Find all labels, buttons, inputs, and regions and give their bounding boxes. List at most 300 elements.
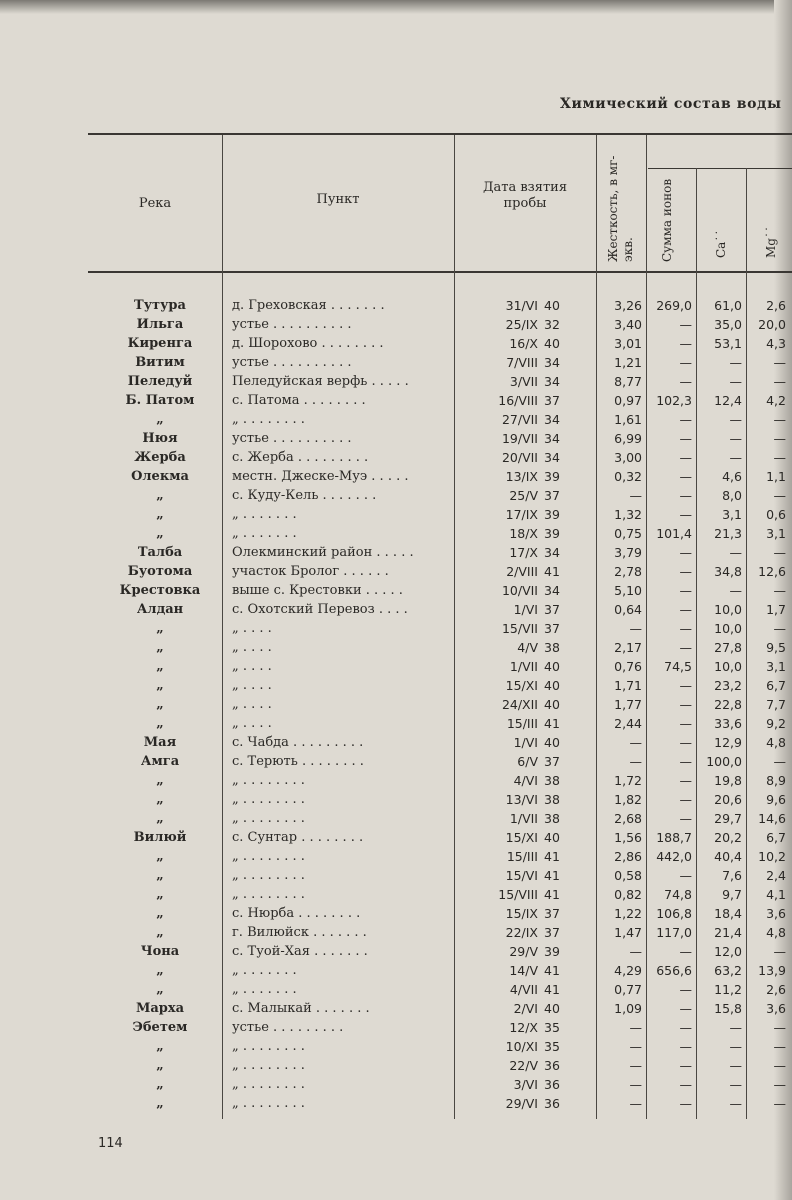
- hardness-cell: 0,64: [614, 602, 642, 617]
- ion-sum-cell: 656,6: [656, 963, 692, 978]
- hardness-cell: 1,71: [614, 678, 642, 693]
- running-title: Химический состав воды: [560, 96, 782, 112]
- year-cell: 34: [544, 431, 560, 446]
- river-cell: „: [156, 526, 164, 541]
- point-cell: д. Шорохово . . . . . . . .: [232, 336, 384, 351]
- ion-sum-cell: —: [679, 545, 692, 560]
- year-cell: 38: [544, 773, 560, 788]
- year-cell: 39: [544, 526, 560, 541]
- mg-cell: 9,2: [766, 716, 786, 731]
- mg-cell: —: [773, 412, 786, 427]
- river-cell: Буотома: [127, 564, 193, 579]
- hardness-cell: 3,00: [614, 450, 642, 465]
- date-cell: 4/VI: [513, 773, 538, 788]
- river-cell: Б. Патом: [125, 393, 195, 408]
- date-cell: 29/VI: [505, 1096, 538, 1111]
- river-cell: Пеледуй: [127, 374, 193, 389]
- mg-cell: 8,9: [766, 773, 786, 788]
- year-cell: 36: [544, 1058, 560, 1073]
- point-cell: „ . . . . . . . .: [232, 811, 305, 826]
- date-cell: 3/VI: [513, 1077, 538, 1092]
- header-river: Река: [138, 196, 172, 211]
- point-cell: с. Малыкай . . . . . . .: [232, 1001, 370, 1016]
- ca-cell: 23,2: [714, 678, 742, 693]
- ca-cell: 10,0: [714, 602, 742, 617]
- hardness-cell: —: [629, 735, 642, 750]
- year-cell: 37: [544, 621, 560, 636]
- hardness-cell: —: [629, 1020, 642, 1035]
- point-cell: устье . . . . . . . . . .: [232, 317, 352, 332]
- ion-sum-cell: 74,8: [664, 887, 692, 902]
- mg-cell: 4,1: [766, 887, 786, 902]
- ion-sum-cell: —: [679, 735, 692, 750]
- point-cell: „ . . . .: [232, 678, 272, 693]
- year-cell: 35: [544, 1020, 560, 1035]
- year-cell: 34: [544, 355, 560, 370]
- ion-sum-cell: 106,8: [656, 906, 692, 921]
- table-row: [0, 733, 792, 752]
- date-cell: 3/VII: [509, 374, 538, 389]
- ion-sum-cell: 269,0: [656, 298, 692, 313]
- river-cell: „: [156, 1058, 164, 1073]
- ca-cell: —: [729, 374, 742, 389]
- point-cell: с. Охотский Перевоз . . . .: [232, 602, 408, 617]
- point-cell: „ . . . . . . . .: [232, 412, 305, 427]
- river-cell: „: [156, 925, 164, 940]
- hardness-cell: 5,10: [614, 583, 642, 598]
- year-cell: 40: [544, 298, 560, 313]
- date-cell: 15/III: [506, 849, 538, 864]
- ca-cell: 29,7: [714, 811, 742, 826]
- ca-cell: —: [729, 355, 742, 370]
- mg-cell: 6,7: [766, 678, 786, 693]
- date-cell: 20/VII: [501, 450, 538, 465]
- hardness-cell: —: [629, 1058, 642, 1073]
- mg-cell: —: [773, 545, 786, 560]
- date-cell: 1/VI: [513, 735, 538, 750]
- hardness-cell: 3,26: [614, 298, 642, 313]
- river-cell: „: [156, 678, 164, 693]
- date-cell: 29/V: [509, 944, 538, 959]
- ion-sum-cell: —: [679, 469, 692, 484]
- hardness-cell: 2,17: [614, 640, 642, 655]
- mg-cell: —: [773, 621, 786, 636]
- hardness-cell: 3,01: [614, 336, 642, 351]
- mg-cell: 0,6: [766, 507, 786, 522]
- table-row: [0, 429, 792, 448]
- year-cell: 40: [544, 336, 560, 351]
- header-mg: Mg˙˙: [764, 226, 778, 258]
- hardness-cell: 1,32: [614, 507, 642, 522]
- ion-sum-cell: 102,3: [656, 393, 692, 408]
- table-row: [0, 581, 792, 600]
- point-cell: „ . . . . . . .: [232, 963, 297, 978]
- date-cell: 15/VIII: [498, 887, 538, 902]
- table-row: [0, 866, 792, 885]
- ion-sum-cell: —: [679, 450, 692, 465]
- header-hardness: Жесткость, в мг-экв.: [606, 155, 635, 262]
- ion-sum-cell: —: [679, 792, 692, 807]
- ca-cell: 40,4: [714, 849, 742, 864]
- mg-cell: —: [773, 944, 786, 959]
- ion-sum-cell: —: [679, 754, 692, 769]
- ion-sum-cell: 74,5: [664, 659, 692, 674]
- ion-sum-cell: —: [679, 1039, 692, 1054]
- table-row: [0, 885, 792, 904]
- hardness-cell: —: [629, 1077, 642, 1092]
- river-cell: Киренга: [127, 336, 193, 351]
- ca-cell: 21,4: [714, 925, 742, 940]
- date-cell: 4/VII: [509, 982, 538, 997]
- table-row: [0, 809, 792, 828]
- year-cell: 41: [544, 564, 560, 579]
- ion-sum-cell: —: [679, 982, 692, 997]
- ion-sum-cell: —: [679, 1096, 692, 1111]
- table-row: [0, 600, 792, 619]
- ca-cell: 27,8: [714, 640, 742, 655]
- ca-cell: 12,9: [714, 735, 742, 750]
- hardness-cell: 3,40: [614, 317, 642, 332]
- table-row: [0, 1094, 792, 1113]
- point-cell: устье . . . . . . . . . .: [232, 431, 352, 446]
- ion-sum-cell: —: [679, 1058, 692, 1073]
- ca-cell: —: [729, 1077, 742, 1092]
- ion-sum-cell: —: [679, 602, 692, 617]
- table-row: [0, 847, 792, 866]
- date-cell: 15/XI: [505, 678, 538, 693]
- ion-sum-cell: —: [679, 678, 692, 693]
- river-cell: Ильга: [136, 317, 184, 332]
- year-cell: 38: [544, 792, 560, 807]
- hardness-cell: 0,75: [614, 526, 642, 541]
- mg-cell: 4,8: [766, 925, 786, 940]
- ca-cell: —: [729, 1039, 742, 1054]
- ion-sum-cell: —: [679, 773, 692, 788]
- mg-cell: —: [773, 488, 786, 503]
- table-row: [0, 467, 792, 486]
- river-cell: „: [156, 811, 164, 826]
- ion-sum-cell: —: [679, 507, 692, 522]
- river-cell: Вилюй: [133, 830, 187, 845]
- river-cell: „: [156, 507, 164, 522]
- ca-cell: 15,8: [714, 1001, 742, 1016]
- ion-sum-cell: —: [679, 1020, 692, 1035]
- ca-cell: 10,0: [714, 621, 742, 636]
- ion-sum-cell: 442,0: [656, 849, 692, 864]
- hardness-cell: 6,99: [614, 431, 642, 446]
- date-cell: 6/V: [517, 754, 538, 769]
- river-cell: „: [156, 792, 164, 807]
- river-cell: Талба: [137, 545, 183, 560]
- river-cell: „: [156, 868, 164, 883]
- year-cell: 41: [544, 716, 560, 731]
- mg-cell: 6,7: [766, 830, 786, 845]
- ca-cell: 22,8: [714, 697, 742, 712]
- date-cell: 15/IX: [505, 906, 538, 921]
- ca-cell: 12,0: [714, 944, 742, 959]
- mg-cell: —: [773, 583, 786, 598]
- year-cell: 37: [544, 754, 560, 769]
- point-cell: с. Куду-Кель . . . . . . .: [232, 488, 377, 503]
- hardness-cell: 0,32: [614, 469, 642, 484]
- ca-cell: —: [729, 1058, 742, 1073]
- date-cell: 17/IX: [505, 507, 538, 522]
- date-cell: 4/V: [517, 640, 538, 655]
- ca-cell: —: [729, 450, 742, 465]
- point-cell: устье . . . . . . . . .: [232, 1020, 344, 1035]
- river-cell: Мая: [143, 735, 177, 750]
- table-row: [0, 790, 792, 809]
- river-cell: „: [156, 849, 164, 864]
- date-cell: 1/VI: [513, 602, 538, 617]
- river-cell: „: [156, 906, 164, 921]
- table-row: [0, 505, 792, 524]
- mg-cell: 3,6: [766, 906, 786, 921]
- table-row: [0, 1056, 792, 1075]
- header-date: Дата взятия пробы: [482, 180, 568, 211]
- point-cell: „ . . . . . . . .: [232, 1096, 305, 1111]
- hardness-cell: —: [629, 621, 642, 636]
- ion-sum-cell: —: [679, 336, 692, 351]
- year-cell: 40: [544, 830, 560, 845]
- table-row: [0, 638, 792, 657]
- point-cell: участок Бролог . . . . . .: [232, 564, 389, 579]
- river-cell: Чона: [140, 944, 180, 959]
- mg-cell: 7,7: [766, 697, 786, 712]
- point-cell: Пеледуйская верфь . . . . .: [232, 374, 409, 389]
- point-cell: с. Туой-Хая . . . . . . .: [232, 944, 368, 959]
- point-cell: „ . . . . . . . .: [232, 773, 305, 788]
- year-cell: 35: [544, 1039, 560, 1054]
- header-ion-sum: Сумма ионов: [660, 178, 674, 262]
- mg-cell: —: [773, 450, 786, 465]
- year-cell: 34: [544, 583, 560, 598]
- point-cell: „ . . . .: [232, 697, 272, 712]
- ion-sum-cell: 188,7: [656, 830, 692, 845]
- mg-cell: 2,6: [766, 298, 786, 313]
- date-cell: 16/VIII: [498, 393, 538, 408]
- ca-cell: 20,2: [714, 830, 742, 845]
- hardness-cell: 1,56: [614, 830, 642, 845]
- ca-cell: 7,6: [722, 868, 742, 883]
- ca-cell: 35,0: [714, 317, 742, 332]
- ion-sum-cell: 101,4: [656, 526, 692, 541]
- year-cell: 37: [544, 393, 560, 408]
- mg-cell: 2,6: [766, 982, 786, 997]
- point-cell: с. Жерба . . . . . . . . .: [232, 450, 369, 465]
- hardness-cell: —: [629, 754, 642, 769]
- mg-cell: —: [773, 355, 786, 370]
- river-cell: „: [156, 488, 164, 503]
- ca-cell: 20,6: [714, 792, 742, 807]
- year-cell: 41: [544, 849, 560, 864]
- point-cell: „ . . . . . . . .: [232, 1058, 305, 1073]
- ca-cell: 12,4: [714, 393, 742, 408]
- river-cell: Амга: [140, 754, 180, 769]
- year-cell: 36: [544, 1096, 560, 1111]
- ca-cell: 8,0: [722, 488, 742, 503]
- year-cell: 40: [544, 659, 560, 674]
- ca-cell: 11,2: [714, 982, 742, 997]
- ion-sum-cell: —: [679, 621, 692, 636]
- table-row: [0, 904, 792, 923]
- table-row: [0, 486, 792, 505]
- mg-cell: —: [773, 1020, 786, 1035]
- river-cell: Алдан: [136, 602, 184, 617]
- river-cell: Витим: [135, 355, 185, 370]
- river-cell: Олекма: [131, 469, 189, 484]
- table-row: [0, 752, 792, 771]
- ion-sum-cell: —: [679, 640, 692, 655]
- ca-cell: 53,1: [714, 336, 742, 351]
- ca-cell: 34,8: [714, 564, 742, 579]
- date-cell: 10/XI: [505, 1039, 538, 1054]
- hardness-cell: 1,77: [614, 697, 642, 712]
- year-cell: 34: [544, 450, 560, 465]
- date-cell: 2/VI: [513, 1001, 538, 1016]
- mg-cell: —: [773, 374, 786, 389]
- table-row: [0, 714, 792, 733]
- hardness-cell: 1,61: [614, 412, 642, 427]
- year-cell: 36: [544, 1077, 560, 1092]
- date-cell: 19/VII: [501, 431, 538, 446]
- hardness-cell: —: [629, 1039, 642, 1054]
- date-cell: 7/VIII: [506, 355, 538, 370]
- table-row: [0, 1075, 792, 1094]
- mg-cell: —: [773, 1039, 786, 1054]
- ion-sum-cell: —: [679, 564, 692, 579]
- mg-cell: 14,6: [758, 811, 786, 826]
- point-cell: местн. Джеске-Муэ . . . . .: [232, 469, 409, 484]
- year-cell: 40: [544, 1001, 560, 1016]
- mg-cell: —: [773, 754, 786, 769]
- point-cell: „ . . . . . . .: [232, 982, 297, 997]
- hardness-cell: 1,82: [614, 792, 642, 807]
- date-cell: 15/VI: [505, 868, 538, 883]
- mg-cell: 20,0: [758, 317, 786, 332]
- date-cell: 2/VIII: [506, 564, 538, 579]
- river-cell: „: [156, 640, 164, 655]
- ca-cell: —: [729, 412, 742, 427]
- point-cell: с. Сунтар . . . . . . . .: [232, 830, 364, 845]
- ca-cell: 21,3: [714, 526, 742, 541]
- page-edge-top: [0, 0, 792, 14]
- point-cell: „ . . . .: [232, 716, 272, 731]
- ca-cell: 4,6: [722, 469, 742, 484]
- year-cell: 37: [544, 925, 560, 940]
- year-cell: 39: [544, 507, 560, 522]
- year-cell: 41: [544, 868, 560, 883]
- page-number: 114: [98, 1136, 123, 1151]
- hardness-cell: 2,78: [614, 564, 642, 579]
- ion-sum-cell: —: [679, 355, 692, 370]
- ion-sum-cell: —: [679, 716, 692, 731]
- point-cell: „ . . . . . . . .: [232, 792, 305, 807]
- ion-sum-cell: —: [679, 488, 692, 503]
- river-cell: „: [156, 716, 164, 731]
- ca-cell: 63,2: [714, 963, 742, 978]
- year-cell: 39: [544, 469, 560, 484]
- table-row: [0, 657, 792, 676]
- year-cell: 34: [544, 374, 560, 389]
- ion-sum-cell: —: [679, 811, 692, 826]
- date-cell: 13/VI: [505, 792, 538, 807]
- header-bottom-rule: [88, 271, 792, 273]
- ca-cell: 18,4: [714, 906, 742, 921]
- year-cell: 41: [544, 963, 560, 978]
- mg-cell: 3,1: [766, 526, 786, 541]
- point-cell: „ . . . . . . . .: [232, 868, 305, 883]
- date-cell: 12/X: [509, 1020, 538, 1035]
- river-cell: „: [156, 887, 164, 902]
- ion-sum-cell: 117,0: [656, 925, 692, 940]
- ca-cell: 100,0: [706, 754, 742, 769]
- hardness-cell: 2,68: [614, 811, 642, 826]
- table-row: [0, 619, 792, 638]
- mg-cell: 2,4: [766, 868, 786, 883]
- ion-sum-cell: —: [679, 697, 692, 712]
- date-cell: 15/XI: [505, 830, 538, 845]
- year-cell: 38: [544, 640, 560, 655]
- ca-cell: 3,1: [722, 507, 742, 522]
- mg-cell: 4,8: [766, 735, 786, 750]
- point-cell: „ . . . .: [232, 640, 272, 655]
- mg-cell: 10,2: [758, 849, 786, 864]
- table-top-rule: [88, 133, 792, 135]
- river-cell: „: [156, 1039, 164, 1054]
- year-cell: 40: [544, 678, 560, 693]
- hardness-cell: 0,58: [614, 868, 642, 883]
- hardness-cell: 1,09: [614, 1001, 642, 1016]
- point-cell: устье . . . . . . . . . .: [232, 355, 352, 370]
- year-cell: 40: [544, 697, 560, 712]
- year-cell: 38: [544, 811, 560, 826]
- table-row: [0, 334, 792, 353]
- ca-cell: —: [729, 545, 742, 560]
- table-row: [0, 543, 792, 562]
- header-point: Пункт: [316, 192, 360, 207]
- date-cell: 16/X: [509, 336, 538, 351]
- point-cell: „ . . . . . . . .: [232, 887, 305, 902]
- mg-cell: 12,6: [758, 564, 786, 579]
- hardness-cell: —: [629, 488, 642, 503]
- ca-cell: 10,0: [714, 659, 742, 674]
- date-cell: 25/IX: [505, 317, 538, 332]
- year-cell: 37: [544, 602, 560, 617]
- date-cell: 13/IX: [505, 469, 538, 484]
- hardness-cell: 1,72: [614, 773, 642, 788]
- date-cell: 1/VII: [509, 659, 538, 674]
- hardness-cell: 1,47: [614, 925, 642, 940]
- year-cell: 37: [544, 906, 560, 921]
- ca-cell: —: [729, 583, 742, 598]
- year-cell: 41: [544, 887, 560, 902]
- year-cell: 37: [544, 488, 560, 503]
- mg-cell: 13,9: [758, 963, 786, 978]
- table-row: [0, 524, 792, 543]
- year-cell: 34: [544, 545, 560, 560]
- river-cell: „: [156, 963, 164, 978]
- table-row: [0, 353, 792, 372]
- point-cell: „ . . . . . . . .: [232, 1077, 305, 1092]
- mg-cell: 3,6: [766, 1001, 786, 1016]
- river-cell: Марха: [135, 1001, 185, 1016]
- date-cell: 24/XII: [501, 697, 538, 712]
- hardness-cell: 3,79: [614, 545, 642, 560]
- point-cell: д. Греховская . . . . . . .: [232, 298, 385, 313]
- ion-sum-cell: —: [679, 1077, 692, 1092]
- table-row: [0, 315, 792, 334]
